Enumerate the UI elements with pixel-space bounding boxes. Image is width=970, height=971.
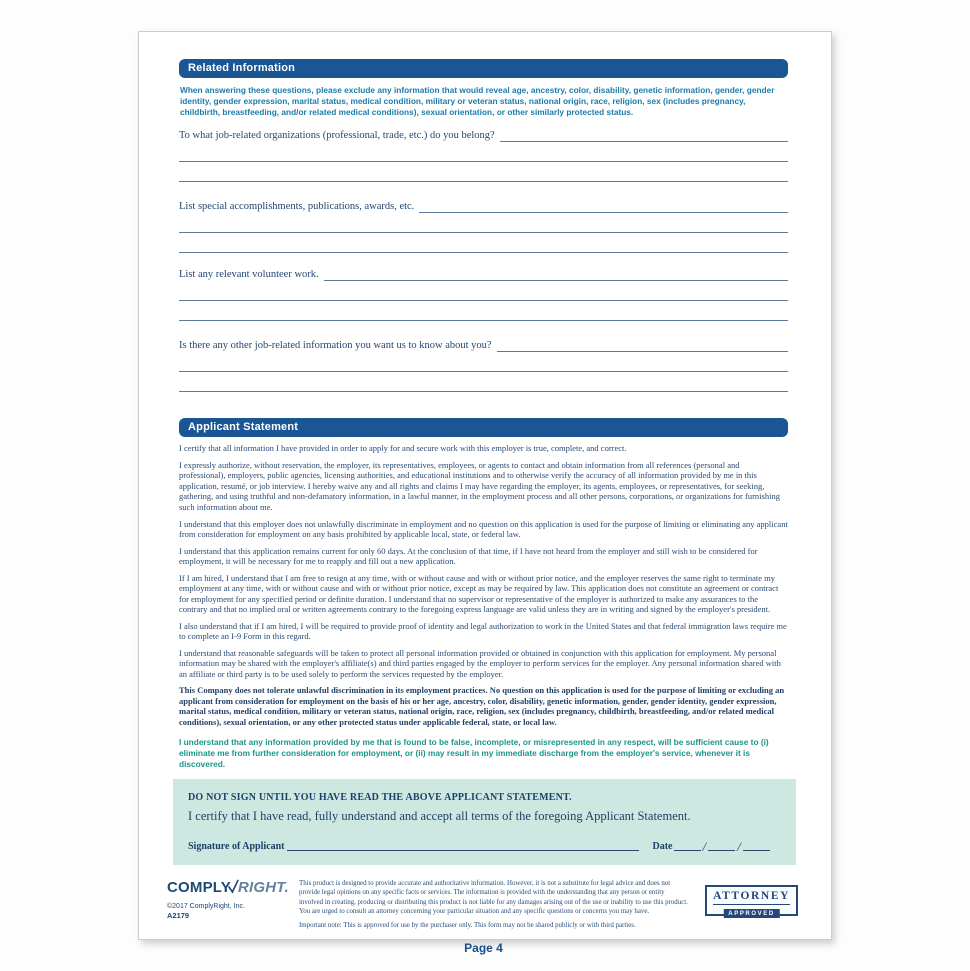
answer-line[interactable]	[179, 213, 788, 233]
answer-line-inline[interactable]	[419, 200, 788, 213]
statement-paragraph: I certify that all information I have provided in order to apply for and secure work with this employer is true, complete, and correct.	[179, 443, 627, 454]
disclaimer-text: This product is designed to provide accurate and authoritative information. However, it is not a substitute for legal advice and does not provide legal opinions on any specific facts or services. The information is provided with the understanding that any person or entity involved in creating, producing or distributing this product is not liable for any damages arising out of the use or inability to use this product. You are urged to consult an attorney concerning your particular situation and any specific questions or concerns you may have.	[299, 879, 688, 916]
application-form-page	[138, 31, 832, 956]
signature-section	[173, 779, 796, 865]
attorney-approved-badge	[705, 885, 798, 916]
question-label: Is there any other job-related information you want us to know about you?	[179, 340, 492, 352]
complyright-branding	[167, 878, 289, 920]
question-label: List any relevant volunteer work.	[179, 269, 319, 281]
do-not-sign-warning: DO NOT SIGN UNTIL YOU HAVE READ THE ABOVE APPLICANT STATEMENT.	[188, 791, 572, 803]
related-information-header	[179, 59, 788, 78]
applicant-statement-body	[179, 443, 788, 770]
date-label: Date	[652, 840, 673, 852]
signature-line[interactable]	[287, 850, 639, 851]
copyright-text: ©2017 ComplyRight, Inc.	[167, 902, 245, 910]
statement-paragraph-nondiscrimination: This Company does not tolerate unlawful discrimination in its employment practices. No question on this application is used for the purpose of limiting or excluding an applicant from consideration for employment on the basis of his or her age, ancestry, color, disability, genetic information, gender, gender identity, gender expression, marital status, medical condition, military or veteran status, national origin, race, religion, sex (includes pregnancy, childbirth, breastfeeding, and/or related medical conditions), sexual orientation, or any other protected status under applicable federal, state, or local law.	[179, 685, 785, 727]
answer-line[interactable]	[179, 142, 788, 162]
date-month-line[interactable]	[674, 850, 701, 851]
question-accomplishments	[179, 200, 788, 253]
question-volunteer-work	[179, 268, 788, 321]
statement-paragraph: I understand that reasonable safeguards will be taken to protect all personal information provided or obtained in conjunction with this application for employment. My personal information may be shared with the employer's affiliate(s) and third parties engaged by the employer to perform services for the employer. Any personal information shared with an affiliate or third party is to be used solely to perform the services requested by the employer.	[179, 647, 781, 679]
date-day-line[interactable]	[708, 850, 735, 851]
badge-attorney-text: ATTORNEY	[713, 890, 790, 905]
signature-label: Signature of Applicant	[188, 840, 285, 852]
applicant-statement-section	[179, 418, 788, 770]
answer-line[interactable]	[179, 301, 788, 321]
answer-line[interactable]	[179, 352, 788, 372]
badge-approved-text: APPROVED	[723, 909, 779, 918]
answer-line[interactable]	[179, 233, 788, 253]
legal-disclaimer	[289, 878, 705, 931]
applicant-statement-header	[179, 418, 788, 437]
page-number: Page 4	[464, 941, 503, 956]
statement-paragraph-false-information: I understand that any information provided by me that is found to be false, incomplete, or misrepresented in any respect, will be sufficient cause to (i) eliminate me from further consideration for employment, or (ii) may result in my immediate discharge from the employer's service, whenever it is discovered.	[179, 736, 769, 769]
statement-paragraph: I expressly authorize, without reservation, the employer, its representatives, employees, or agents to contact and obtain information from all references (personal and professional), employers, public agencies, licensing authorities, and educational institutions and to otherwise verify the accuracy of all information provided by me in this application, resumé, or job interview. I hereby waive any and all rights and claims I may have regarding the employer, its agents, employees, or representatives, for seeking, gathering, and using truthful and non-defamatory information, in a lawful manner, in the employment process and all other persons, corporations, or organizations for furnishing such information about me.	[179, 459, 780, 512]
important-note: Important note: This is approved for use by the purchaser only. This form may not be shared publicly or with third parties.	[299, 921, 636, 929]
statement-paragraph: I understand that this application remains current for only 60 days. At the conclusion of that time, if I have not heard from the employer and still wish to be considered for employment, it will be necessary for me to reapply and fill out a new application.	[179, 545, 758, 567]
statement-paragraph: I understand that this employer does not unlawfully discriminate in employment and no question on this application is used for the purpose of limiting or eliminating any applicant from consideration for employment on any basis prohibited by applicable local, state, or federal law.	[179, 518, 788, 540]
statement-paragraph: If I am hired, I understand that I am free to resign at any time, with or without cause and with or without prior notice, and the employer reserves the same right to terminate my employment at any time, with or without cause and with or without prior notice, except as may be required by law. This application does not constitute an agreement or contract for employment for any specified period or definite duration. I understand that no supervisor or representative of the employer is authorized to make any assurances to the contrary and that no implied oral or written agreements contrary to the foregoing express language are valid unless they are in writing and signed by the employer's president.	[179, 572, 779, 615]
certification-text: I certify that I have read, fully understand and accept all terms of the foregoing Applicant Statement.	[188, 808, 691, 823]
complyright-logo	[167, 878, 289, 896]
logo-right-text: RIGHT.	[238, 878, 289, 896]
date-separator: /	[702, 838, 707, 854]
related-information-instructions: When answering these questions, please exclude any information that would reveal age, ancestry, color, disability, genetic information, gender, gender identity, gender expression, marital status, medical condition, military or veteran status, national origin, race, religion, sex (includes pregnancy, childbirth, breastfeeding, and/or related medical conditions), sexual orientation, or other similarly protected status.	[180, 85, 775, 117]
question-label: To what job-related organizations (professional, trade, etc.) do you belong?	[179, 129, 495, 141]
answer-line-inline[interactable]	[324, 268, 788, 281]
answer-line[interactable]	[179, 372, 788, 392]
question-other-information	[179, 339, 788, 392]
section-title: Related Information	[188, 62, 296, 74]
answer-line-inline[interactable]	[500, 129, 788, 142]
footer	[167, 878, 798, 931]
date-year-line[interactable]	[743, 850, 770, 851]
section-title: Applicant Statement	[188, 421, 299, 434]
answer-line-inline[interactable]	[497, 339, 788, 352]
question-label: List special accomplishments, publications, awards, etc.	[179, 200, 415, 212]
answer-line[interactable]	[179, 162, 788, 182]
related-information-section	[179, 59, 788, 392]
answer-line[interactable]	[179, 281, 788, 301]
form-number: A2179	[167, 910, 190, 920]
question-organizations	[179, 129, 788, 182]
date-separator: /	[737, 838, 741, 854]
logo-comply-text: COMPLY	[167, 878, 231, 896]
statement-paragraph: I also understand that if I am hired, I will be required to provide proof of identity and legal authorization to work in the United States and that federal immigration laws require me to complete an I-9 Form in this regard.	[179, 620, 787, 642]
